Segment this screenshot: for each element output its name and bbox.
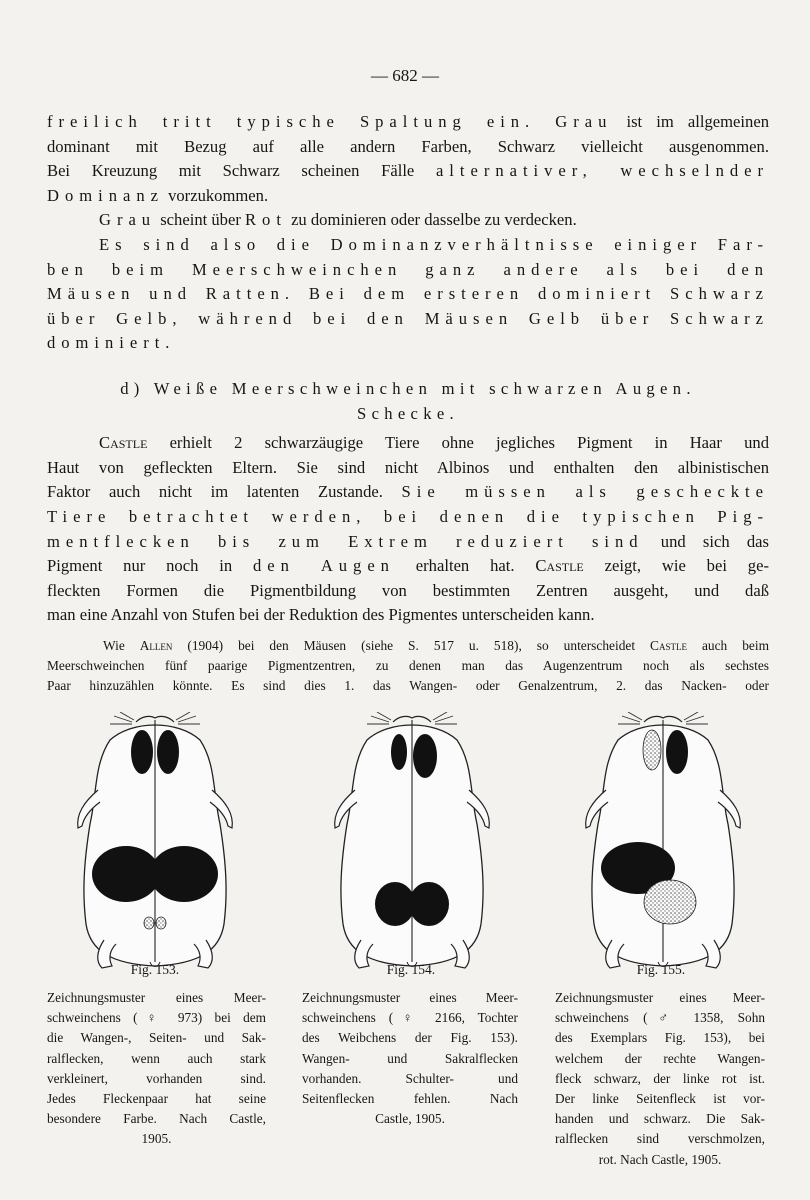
caption-line: rot. Nach Castle, 1905. (598, 1151, 722, 1167)
caption-line: vorhanden. Schulter- und (302, 1070, 518, 1086)
text-run: Wie (103, 638, 140, 653)
small-print-paragraph (47, 636, 769, 696)
text-run: scheint über (156, 210, 246, 230)
right-sacral-patch (409, 882, 449, 926)
spaced-text: Dominanz (47, 185, 164, 205)
paragraph-line: ben beim Meerschweinchen ganz andere als bei den (47, 259, 769, 279)
caption-line: schweinchens (♀ 973) bei dem (47, 1010, 266, 1026)
paragraph-line (47, 159, 769, 184)
spaced-text: freilich tritt typische Spaltung ein. Grau (47, 112, 613, 131)
left-side-patch (92, 846, 160, 902)
right-cheek-patch (157, 730, 179, 774)
guinea-pig-drawing (70, 712, 242, 974)
paragraph-line: man eine Anzahl von Stufen bei der Reduktion des Pigmentes unterscheiden kann. (47, 605, 595, 625)
text-run: Bei Kreuzung mit Schwarz scheinen Fälle (47, 161, 436, 181)
text-run: zu dominieren oder dasselbe zu verdecken. (286, 210, 577, 230)
guinea-pig-drawing (578, 712, 750, 974)
body-text (47, 110, 769, 628)
author-name: Castle (99, 433, 148, 453)
small-line (47, 636, 769, 656)
caption-line: des Exemplars Fig. 153), bei (555, 1030, 765, 1046)
right-cheek-patch (413, 734, 437, 778)
caption-line: 1905. (141, 1131, 172, 1147)
spaced-text: mentflecken bis zum Extrem reduziert sind (47, 531, 644, 551)
paragraph-line (47, 184, 769, 209)
figure-155-caption (555, 988, 765, 1170)
figure-154-label: Fig. 154. (386, 962, 436, 977)
page-number: — 682 — (371, 66, 439, 85)
paragraph-line (47, 480, 769, 505)
caption-line: Jedes Fleckenpaar hat seine (47, 1091, 266, 1107)
figure-155-label: Fig. 155. (636, 962, 686, 977)
caption-line: Wangen- und Sakralflecken (302, 1050, 518, 1066)
paragraph-line: Tiere betrachtet werden, bei denen die typischen Pig- (47, 506, 769, 526)
caption-line: Zeichnungsmuster eines Meer- (47, 990, 266, 1005)
small-line: Meerschweinchen fünf paarige Pigmentzentren, zu denen man das Augenzentrum noch als sechstes (47, 658, 769, 673)
paragraph-line: über Gelb, während bei den Mäusen Gelb über Schwarz (47, 308, 769, 328)
left-cheek-patch (131, 730, 153, 774)
caption-line: Seitenflecken fehlen. Nach (302, 1091, 518, 1107)
figure-153-label: Fig. 153. (130, 962, 180, 977)
text-run: erhalten hat. (394, 556, 536, 576)
text-run: auch beim (686, 638, 769, 653)
caption-line: schweinchens (♀ 2166, Tochter (302, 1010, 518, 1026)
paragraph-line: dominiert. (47, 333, 176, 353)
caption-line: die Wangen-, Seiten- und Sak- (47, 1030, 266, 1046)
left-sacral-patch (144, 917, 154, 929)
left-cheek-patch-red (643, 730, 661, 770)
caption-line: Zeichnungsmuster eines Meer- (302, 990, 518, 1005)
right-sacral-patch (156, 917, 166, 929)
author-name: Castle (535, 556, 584, 576)
paragraph-line: Es sind also die Dominanzverhältnisse einiger Far- (99, 234, 769, 254)
text-run: vorzukommen. (163, 185, 269, 205)
caption-line: besondere Farbe. Nach Castle, (47, 1111, 266, 1127)
caption-line: handen und schwarz. Die Sak- (555, 1111, 765, 1127)
spaced-text: Sie müssen als gescheckte (401, 482, 769, 502)
paragraph-line (47, 554, 769, 579)
small-line: Paar hinzuzählen könnte. Es sind dies 1. das Wangen- oder Genalzentrum, 2. das Nacken- oder (47, 678, 769, 693)
paragraph-line: dominant mit Bezug auf alle andern Farben, Schwarz vielleicht ausgenommen. (47, 136, 769, 156)
author-name: Castle (650, 638, 687, 653)
left-cheek-patch (391, 734, 407, 770)
figure-155-illustration (578, 712, 750, 974)
guinea-pig-drawing (327, 712, 499, 974)
figure-154-caption (302, 988, 518, 1129)
paragraph-line: Haut von gefleckten Eltern. Sie sind nicht Albinos und enthalten den albinistischen (47, 457, 769, 477)
section-heading-sub: Schecke. (357, 403, 459, 423)
text-run: Pigment nur noch in (47, 556, 254, 576)
paragraph-line (47, 530, 769, 555)
spaced-text: den Augen (253, 556, 395, 576)
text-run: Faktor auch nicht im latenten Zustande. (47, 482, 402, 502)
paragraph-line: fleckten Formen die Pigmentbildung von bestimmten Zentren ausgeht, und daß (47, 580, 769, 600)
author-name: Allen (139, 638, 173, 653)
text-run: erhielt 2 schwarzäugige Tiere ohne jegliches Pigment in Haar und (147, 433, 769, 453)
fused-sacral-patch (644, 880, 696, 924)
section-heading: d) Weiße Meerschweinchen mit schwarzen Augen. (120, 378, 696, 398)
caption-line: Der linke Seitenfleck ist vor- (555, 1091, 765, 1107)
caption-line: ralflecken, wenn auch stark (47, 1050, 266, 1066)
paragraph-line: Mäusen und Ratten. Bei dem ersteren dominiert Schwarz (47, 284, 769, 304)
caption-line: des Weibchens der Fig. 153). (302, 1030, 518, 1046)
spaced-text: alternativer, wechselnder (435, 161, 769, 181)
spaced-text: Grau (99, 210, 157, 230)
spaced-text: Rot (245, 210, 287, 230)
figure-153-illustration (70, 712, 242, 974)
right-side-patch (150, 846, 218, 902)
figure-153-caption (47, 988, 266, 1150)
text-run: (1904) bei den Mäusen (siehe S. 517 u. 518), so unterscheidet (172, 638, 651, 653)
caption-line: Zeichnungsmuster eines Meer- (555, 990, 765, 1005)
text-run: zeigt, wie bei ge- (583, 556, 769, 576)
paragraph-line (47, 431, 769, 456)
caption-line: schweinchens (♂ 1358, Sohn (555, 1010, 765, 1026)
figure-154-illustration (327, 712, 499, 974)
caption-line: welchem der rechte Wangen- (555, 1050, 765, 1066)
text-run: ist im allgemeinen (612, 112, 769, 131)
text-run: und sich das (643, 531, 769, 551)
caption-line: ralflecken sind verschmolzen, (555, 1131, 765, 1147)
caption-line: fleck schwarz, der linke rot ist. (555, 1070, 765, 1086)
right-cheek-patch-black (666, 730, 688, 774)
paragraph-line (47, 208, 769, 233)
caption-line: Castle, 1905. (375, 1111, 445, 1127)
paragraph-line (47, 110, 769, 135)
caption-line: verkleinert, vorhanden sind. (47, 1070, 266, 1086)
